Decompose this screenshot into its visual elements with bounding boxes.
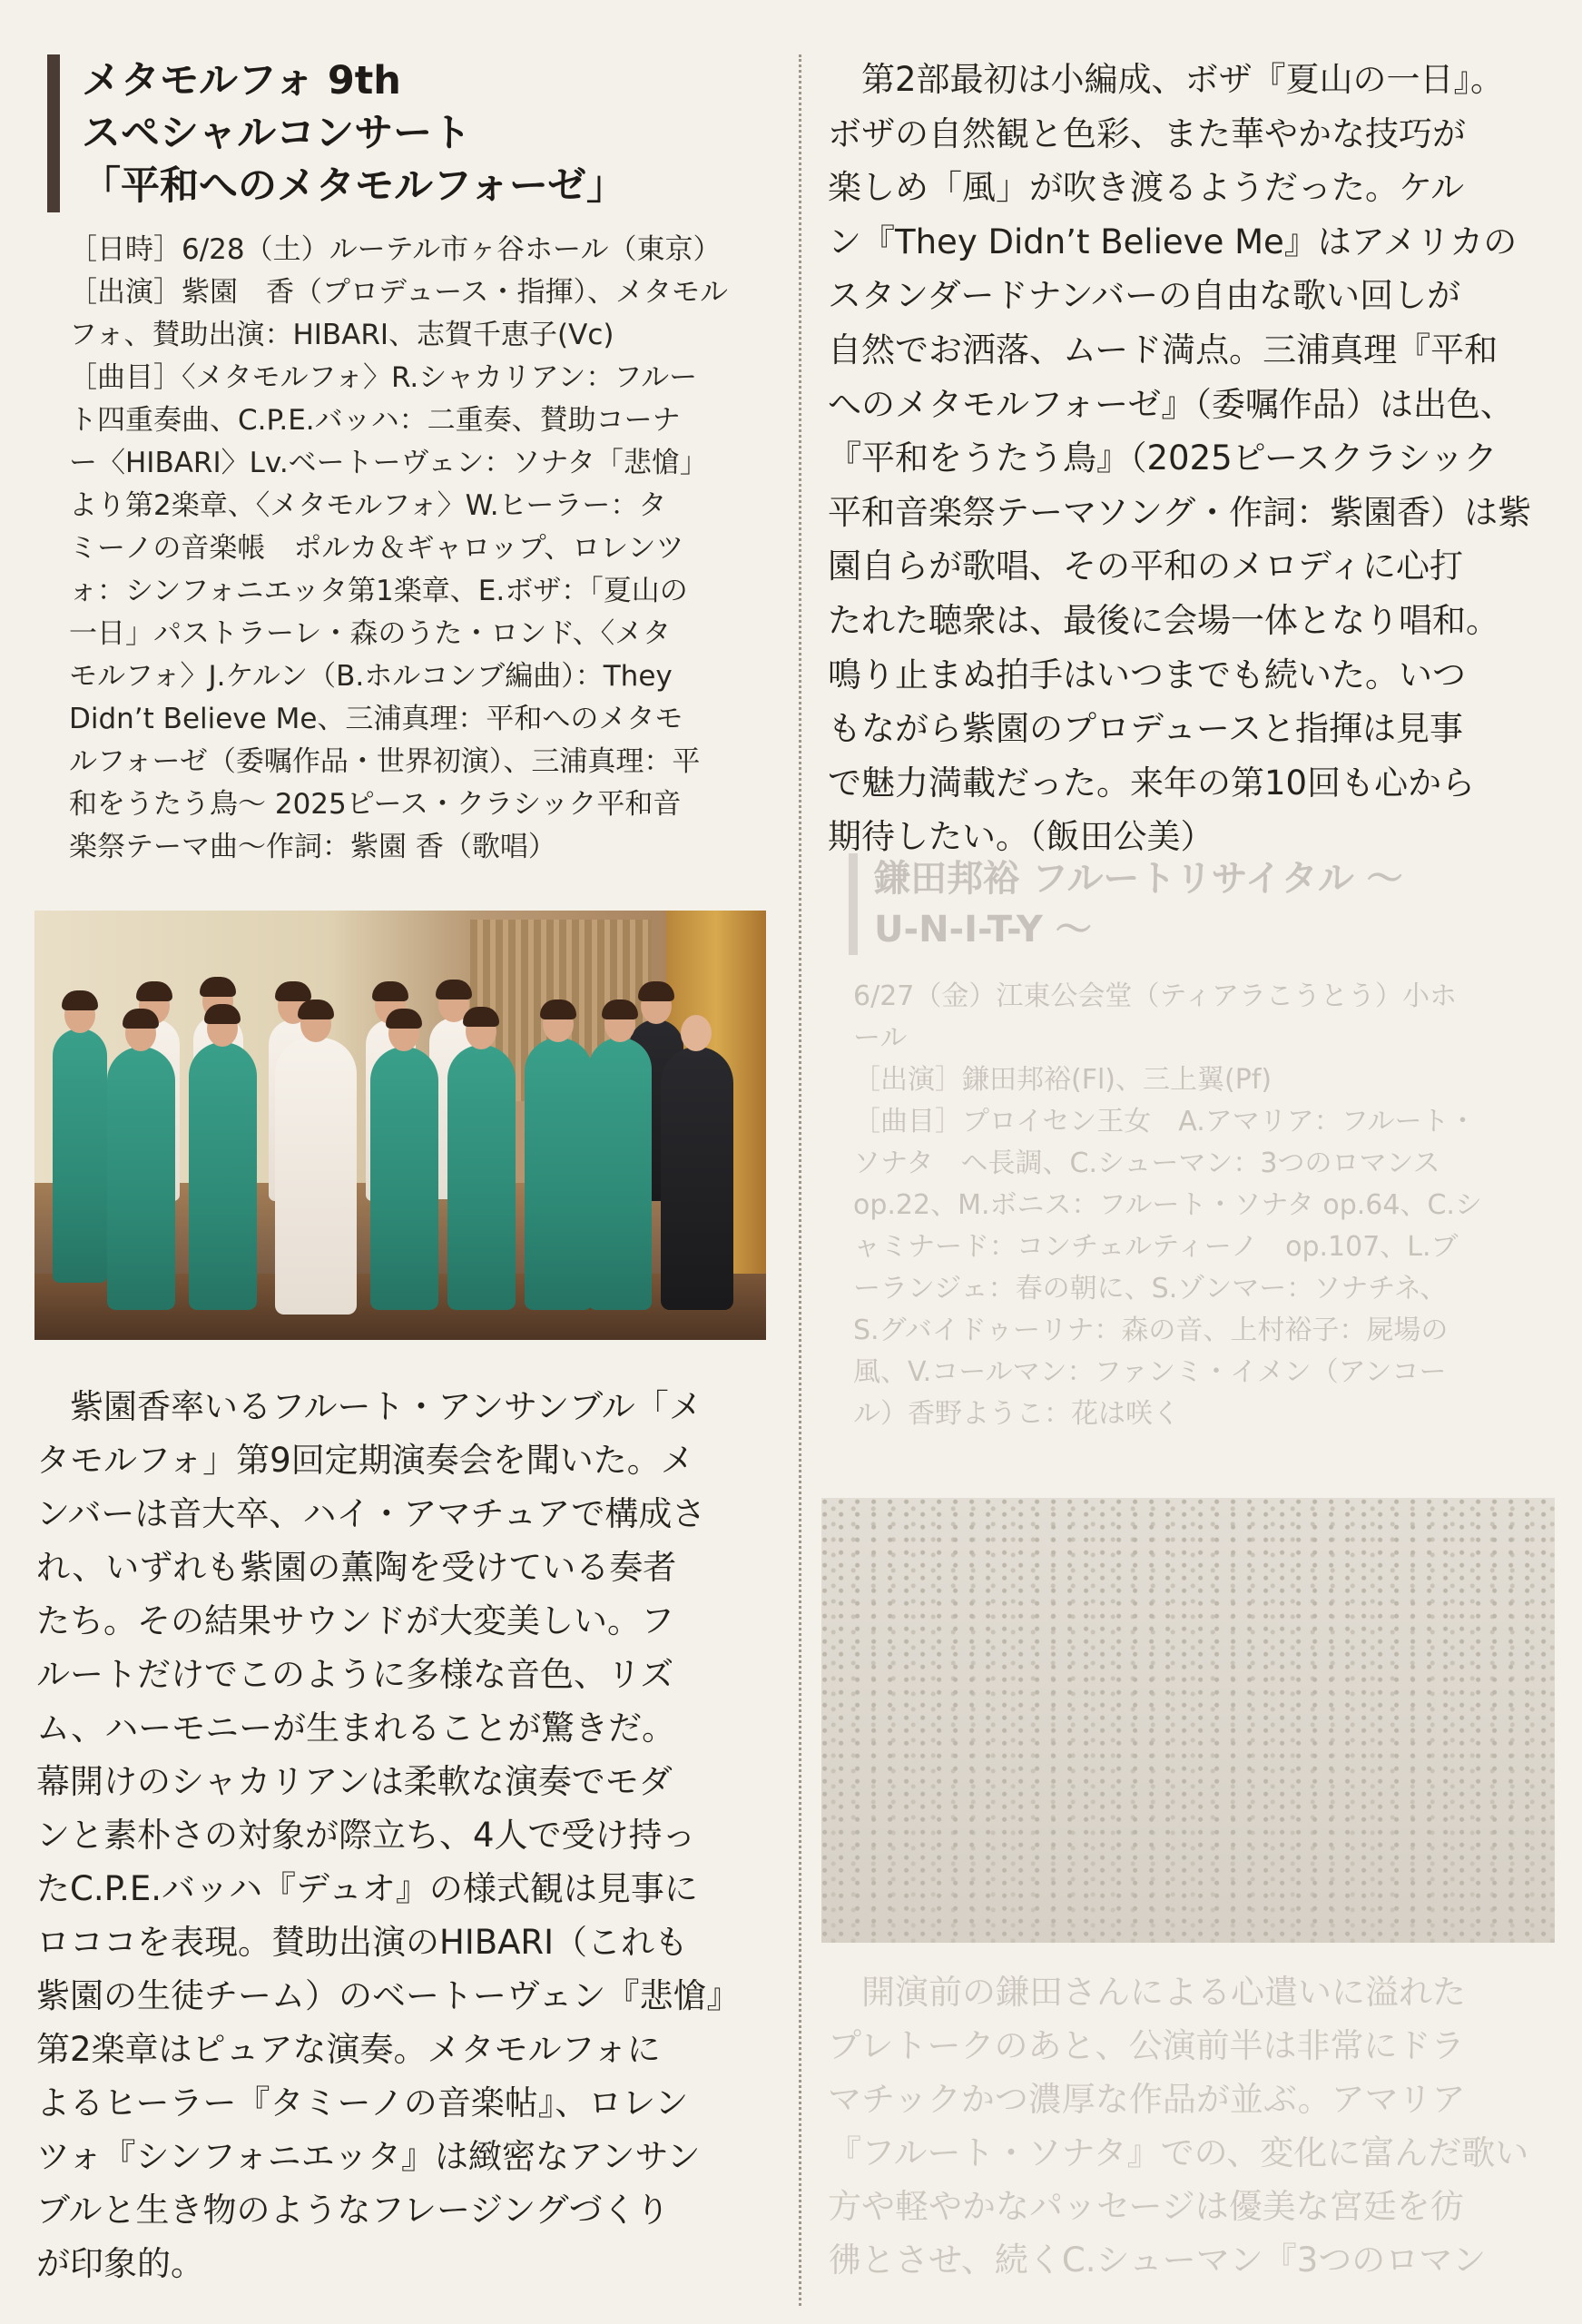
info-line: ォ：シンフォニエッタ第1楽章、E.ボザ：「夏山の [69, 575, 688, 607]
recital-body-line: 『フルート・ソナタ』での、変化に富んだ歌い [828, 2133, 1529, 2172]
info-line: ミーノの音楽帳 ポルカ＆ギャロップ、ロレンツ [69, 532, 684, 565]
review-line: ボザの自然観と色彩、また華やかな技巧が [828, 113, 1466, 153]
info-line: 楽祭テーマ曲～作詞：紫園 香（歌唱） [69, 831, 556, 863]
concert-review-part2 [828, 53, 1554, 864]
info-line: ト四重奏曲、C.P.E.バッハ：二重奏、賛助コーナ [69, 404, 681, 437]
review-line: 園自らが歌唱、その平和のメロディに心打 [828, 547, 1464, 586]
body-line: ブルと生き物のようなフレージングづくり [36, 2191, 670, 2230]
review-line: 『平和をうたう鳥』（2025ピースクラシック [828, 438, 1498, 478]
recital-review [828, 1965, 1554, 2287]
review-line: で魅力満載だった。来年の第10回も心から [828, 763, 1476, 803]
recital-info [853, 976, 1552, 1435]
body-line: ンバーは音大卒、ハイ・アマチュアで構成さ [36, 1494, 706, 1533]
review-line: スタンダードナンバーの自由な歌い回しが [828, 276, 1461, 316]
info-line: 一日」パストラーレ・森のうた・ロンド、〈メタ [69, 617, 672, 650]
recital-info-line: 風、V.コールマン：ファンミ・イメン（アンコー [853, 1356, 1447, 1388]
info-line: モルフォ〉J.ケルン（B.ホルコンブ編曲）：They [69, 660, 673, 693]
body-line: れ、いずれも紫園の薫陶を受けている奏者 [36, 1548, 677, 1587]
info-line: ルフォーゼ（委嘱作品・世界初演）、三浦真理：平 [69, 745, 701, 778]
info-line: 和をうたう鳥～ 2025ピース・クラシック平和音 [69, 788, 682, 821]
info-line: Didn’t Believe Me、三浦真理：平和へのメタモ [69, 703, 683, 735]
body-line: 紫園の生徒チーム）のベートーヴェン『悲愴』 [36, 1976, 741, 2015]
review-line: 鳴り止まぬ拍手はいつまでも続いた。いつ [828, 655, 1466, 694]
recital-photo [821, 1498, 1555, 1943]
recital-info-line: 6/27（金）江東公会堂（ティアラこうとう）小ホ [853, 980, 1457, 1012]
info-line: フォ、賛助出演：HIBARI、志賀千恵子(Vc) [69, 319, 614, 351]
body-line: が印象的。 [36, 2244, 204, 2283]
recital-title-line: 鎌田邦裕 フルートリサイタル ～ [874, 858, 1403, 900]
concert-title-line: スペシャルコンサート [82, 111, 472, 156]
review-line: 期待したい。（飯田公美） [828, 817, 1214, 857]
info-line: ［曲目］〈メタモルフォ〉R.シャカリアン：フルー [69, 361, 698, 394]
body-line: ツォ『シンフォニエッタ』は緻密なアンサン [36, 2137, 701, 2176]
recital-info-line: S.グバイドゥーリナ：森の音、上村裕子：屍場の [853, 1315, 1449, 1346]
info-line: ー〈HIBARI〉Lv.ベートーヴェン：ソナタ「悲愴」 [69, 447, 708, 479]
recital-info-line: ャミナード：コンチェルティーノ op.107、L.ブ [853, 1231, 1459, 1263]
recital-title-line: U-N-I-T-Y ～ [874, 909, 1092, 950]
recital-info-line: op.22、M.ボニス：フルート・ソナタ op.64、C.シ [853, 1189, 1482, 1221]
review-line: 第2部最初は小編成、ボザ『夏山の一日』。 [861, 60, 1505, 99]
concert-title [47, 54, 771, 212]
concert-title-line: メタモルフォ 9th [82, 58, 401, 103]
review-line: 自然でお洒落、ムード満点。三浦真理『平和 [828, 330, 1498, 369]
recital-info-line: ［出演］鎌田邦裕(Fl)、三上翼(Pf) [853, 1064, 1272, 1096]
review-line: 楽しめ「風」が吹き渡るようだった。ケル [828, 168, 1465, 208]
recital-body-line: 方や軽やかなパッセージは優美な宮廷を彷 [828, 2187, 1464, 2226]
recital-info-line: ール [853, 1022, 908, 1054]
recital-body-line: 開演前の鎌田さんによる心遣いに溢れた [861, 1973, 1466, 2012]
body-line: ンと素朴さの対象が際立ち、4人で受け持っ [36, 1816, 696, 1855]
recital-title [849, 853, 1582, 955]
body-line: ルートだけでこのように多様な音色、リズ [36, 1655, 674, 1694]
body-line: ロココを表現。賛助出演のHIBARI（これも [36, 1923, 689, 1962]
info-line: より第2楽章、〈メタモルフォ〉W.ヒーラー：タ [69, 489, 667, 522]
recital-body-line: マチックかつ濃厚な作品が並ぶ。アマリア [828, 2080, 1466, 2119]
body-line: たち。その結果サウンドが大変美しい。フ [36, 1601, 674, 1640]
recital-info-line: ［曲目］プロイセン王女 A.アマリア：フルート・ [853, 1106, 1477, 1137]
review-line: たれた聴衆は、最後に会場一体となり唱和。 [828, 600, 1499, 640]
recital-info-line: ソナタ ヘ長調、C.シューマン：3つのロマンス [853, 1147, 1440, 1179]
column-divider [799, 54, 801, 2306]
info-line: ［出演］紫園 香（プロデュース・指揮）、メタモル [69, 276, 729, 309]
concert-info [36, 229, 771, 869]
body-line: ム、ハーモニーが生まれることが驚きだ。 [36, 1709, 676, 1748]
body-line: 第2楽章はピュアな演奏。メタモルフォに [36, 2030, 661, 2069]
concert-title-line: 「平和へのメタモルフォーゼ」 [82, 163, 625, 209]
recital-info-line: ーランジェ：春の朝に、S.ゾンマー：ソナチネ、 [853, 1273, 1448, 1305]
body-line: タモルフォ」第9回定期演奏会を聞いた。メ [36, 1441, 694, 1480]
recital-body-line: 彿とさせ、続くC.シューマン『3つのロマン [828, 2240, 1487, 2280]
info-line: ［日時］6/28（土）ルーテル市ヶ谷ホール（東京） [69, 233, 722, 266]
body-line: よるヒーラー『タミーノの音楽帖』、ロレン [36, 2083, 689, 2122]
review-line: ン『They Didn’t Believe Me』はアメリカの [828, 222, 1518, 261]
concert-review-part1 [36, 1380, 771, 2290]
review-line: へのメタモルフォーゼ』（委嘱作品）は出色、 [828, 384, 1514, 424]
body-line: 紫園香率いるフルート・アンサンブル「メ [70, 1387, 703, 1426]
review-line: もながら紫園のプロデュースと指揮は見事 [828, 709, 1464, 749]
review-line: 平和音楽祭テーマソング・作詞：紫園香）は紫 [828, 492, 1532, 532]
concert-article [36, 54, 771, 869]
ensemble-photo [34, 911, 766, 1340]
recital-info-line: ル）香野ようこ：花は咲く [853, 1398, 1180, 1430]
recital-body-line: プレトークのあと、公演前半は非常にドラ [828, 2026, 1465, 2065]
body-line: たC.P.E.バッハ『デュオ』の様式観は見事に [36, 1869, 698, 1908]
body-line: 幕開けのシャカリアンは柔軟な演奏でモダ [36, 1762, 673, 1801]
